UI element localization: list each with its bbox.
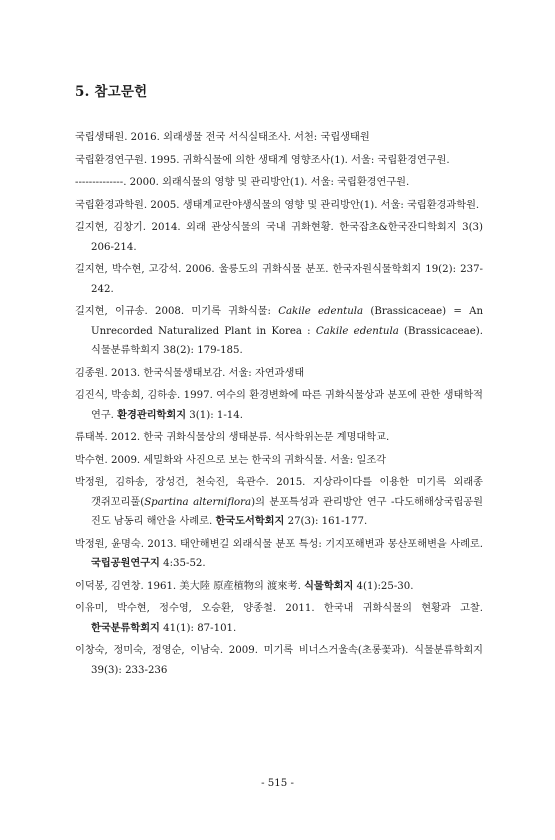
reference-text: 박정원, 윤명숙. 2013. 태안해변길 외래식물 분포 특성: 기지포해변과 몽산포해변을 사례로. <box>75 538 483 550</box>
reference-entry <box>75 577 483 597</box>
scientific-name: Spartina alterniflora <box>144 496 252 508</box>
reference-text: 김진식, 박송희, 김하송. 1997. 여수의 환경변화에 따른 귀화식물상과 분포에 관한 생태학적 연구. <box>75 390 483 421</box>
scientific-name: Cakile edentula <box>315 325 399 337</box>
reference-text: 41(1): 87-101. <box>159 622 237 634</box>
reference-entry <box>75 386 483 425</box>
reference-text: --------------. 2000. 외래식물의 영향 및 관리방안(1). 서울: 국립환경연구원. <box>75 177 410 188</box>
reference-entry <box>75 641 483 680</box>
reference-text: 4(1):25-30. <box>353 580 414 592</box>
section-heading: 5. 참고문헌 <box>75 84 148 100</box>
reference-text: 국립환경과학원. 2005. 생태계교란야생식물의 영향 및 관리방안(1). 서울: 국립환경과학원. <box>75 199 480 211</box>
reference-list <box>75 128 483 680</box>
reference-entry <box>75 302 483 361</box>
reference-entry <box>75 196 483 216</box>
reference-text: 박수현. 2009. 세밀화와 사진으로 보는 한국의 귀화식물. 서울: 일조각 <box>75 454 387 466</box>
reference-text: 3(1): 1-14. <box>186 409 244 421</box>
reference-text: 이덕봉, 김연창. 1961. 美大陸 原産植物의 渡來考. <box>75 580 305 592</box>
journal-title: 환경관리학회지 <box>117 408 187 421</box>
journal-title: 한국도서학회지 <box>215 515 285 527</box>
reference-text: 27(3): 161-177. <box>284 516 368 527</box>
reference-text: 국립생태원. 2016. 외래생물 전국 서식실태조사. 서천: 국립생태원 <box>75 132 370 143</box>
reference-text: 길지현, 김창기. 2014. 외래 관상식물의 국내 귀화현황. 한국잡초&한국잔디학회지 3(3) 206-214. <box>75 222 483 253</box>
reference-text: 4:35-52. <box>159 558 206 569</box>
reference-entry <box>75 535 483 574</box>
reference-text: 이창숙, 정미숙, 정영순, 이남숙. 2009. 미기록 비너스거울속(초롱꽃과). 식물분류학회지 39(3): 233-236 <box>75 645 483 676</box>
scientific-name: Cakile edentula <box>278 306 364 317</box>
reference-entry <box>75 599 483 638</box>
reference-entry <box>75 473 483 532</box>
reference-text: 류태복. 2012. 한국 귀화식물상의 생태분류. 석사학위논문 계명대학교. <box>75 432 390 443</box>
reference-entry <box>75 428 483 448</box>
reference-text: 국립환경연구원. 1995. 귀화식물에 의한 생태계 영향조사(1). 서울: 국립환경연구원. <box>75 154 450 166</box>
journal-title: 한국분류학회지 <box>91 621 160 634</box>
page-number: - 515 - <box>261 778 294 789</box>
journal-title: 식물학회지 <box>304 579 354 592</box>
reference-text: 이유미, 박수현, 정수영, 오승환, 양종철. 2011. 한국내 귀화식물의 현황과 고찰. <box>75 603 483 614</box>
reference-text: 박정원, 김하송, 장성건, 천숙진, 육관수. 2015. 지상라이다를 이용한 미기록 외래종 갯쥐꼬리풀( <box>75 477 483 508</box>
reference-entry <box>75 451 483 471</box>
reference-text: )의 분포특성과 관리방안 연구 -다도해해상국립공원 진도 남동리 해안을 사례로. <box>91 496 483 527</box>
reference-entry <box>75 151 483 171</box>
reference-entry <box>75 173 483 193</box>
reference-entry <box>75 260 483 299</box>
reference-text: 길지현, 박수현, 고강석. 2006. 울릉도의 귀화식물 분포. 한국자원식물학회지 19(2): 237-242. <box>75 264 483 295</box>
reference-text: (Brassicaceae) = An Unrecorded Naturalized Plant in Korea : <box>91 306 484 337</box>
reference-entry <box>75 218 483 257</box>
reference-entry <box>75 128 483 148</box>
reference-text: 길지현, 이규송. 2008. 미기록 귀화식물: <box>75 306 279 317</box>
journal-title: 국립공원연구지 <box>91 557 160 569</box>
reference-entry <box>75 364 483 384</box>
reference-text: 김종원. 2013. 한국식물생태보감. 서울: 자연과생태 <box>75 367 305 379</box>
reference-text: (Brassicaceae). 식물분류학회지 38(2): 179-185. <box>91 325 484 356</box>
